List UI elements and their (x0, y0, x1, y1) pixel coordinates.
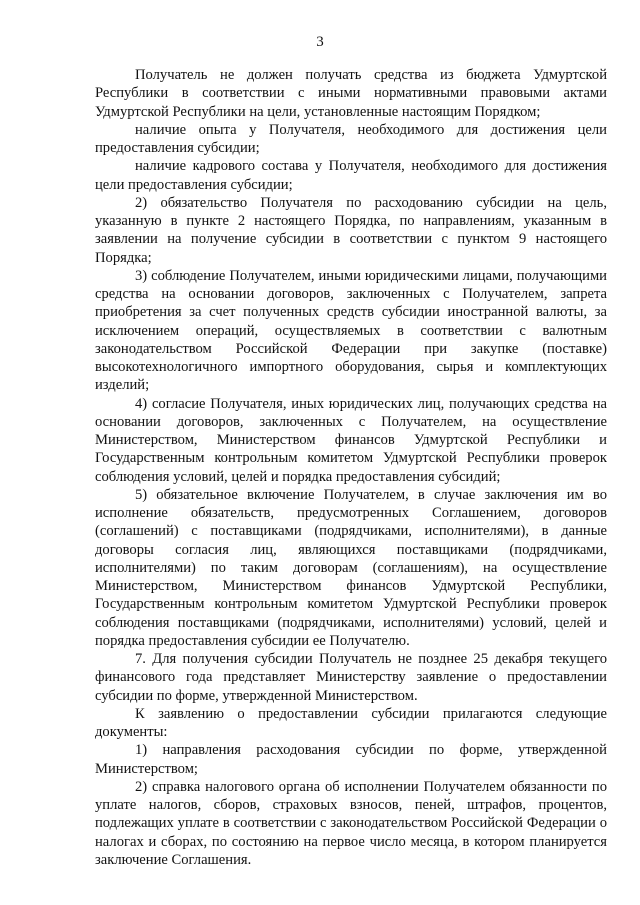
page-number: 3 (316, 34, 324, 50)
document-body (95, 66, 607, 869)
paragraph-experience-requirement: наличие опыта у Получателя, необходимого для достижения цели предоставления субсидии; (95, 121, 607, 156)
paragraph-attachment-2: 2) справка налогового органа об исполнении Получателем обязанности по уплате налогов, сборов, страховых взносов, пеней, штрафов, процентов, подлежащих уплате в соответствии с законодательством Российской Федерации о налогах и сборах, по состоянию на первое число месяца, в котором планируется заключение Соглашения. (95, 778, 607, 868)
paragraph-item-5-supplier-consent: 5) обязательное включение Получателем, в случае заключения им во исполнение обязательств, предусмотренных Соглашением, договоров (соглашений) с поставщиками (подрядчиками, исполнителями), в данные договоры согласия лиц, являющихся поставщиками (подрядчиками, исполнителями) по таким договорам (соглашениям), на осуществление Министерством, Министерством финансов Удмуртской Республики, Государственным контрольным комитетом Удмуртской Республики проверок соблюдения поставщиками (подрядчиками, исполнителями) условий, целей и порядка предоставления субсидии ее Получателю. (95, 486, 607, 649)
paragraph-item-4-consent-to-audit: 4) согласие Получателя, иных юридических лиц, получающих средства на основании договоров, заключенных с Получателем, на осуществление Министерством, Министерством финансов Удмуртской Республики и Государственным контрольным комитетом Удмуртской Республики проверок соблюдения условий, целей и порядка предоставления субсидий; (95, 395, 607, 485)
paragraph-item-3-currency-ban: 3) соблюдение Получателем, иными юридическими лицами, получающими средства на основании договоров, заключенных с Получателем, запрета приобретения за счет полученных средств субсидии иностранной валюты, за исключением операций, осуществляемых в соответствии с валютным законодательством Российской Федерации при закупке (поставке) высокотехнологичного импортного оборудования, сырья и комплектующих изделий; (95, 267, 607, 394)
paragraph-staff-requirement: наличие кадрового состава у Получателя, необходимого для достижения цели предоставления субсидии; (95, 158, 607, 193)
paragraph-attachments-intro: К заявлению о предоставлении субсидии прилагаются следующие документы: (95, 705, 607, 740)
paragraph-section-7-application: 7. Для получения субсидии Получатель не позднее 25 декабря текущего финансового года представляет Министерству заявление о предоставлении субсидии по форме, утвержденной Министерством. (95, 651, 607, 704)
paragraph-attachment-1: 1) направления расходования субсидии по форме, утвержденной Министерством; (95, 742, 607, 777)
paragraph-recipient-budget-restriction: Получатель не должен получать средства из бюджета Удмуртской Республики в соответствии с иными нормативными правовыми актами Удмуртской Республики на цели, установленные настоящим Порядком; (95, 67, 607, 120)
paragraph-item-2-obligation: 2) обязательство Получателя по расходованию субсидии на цель, указанную в пункте 2 настоящего Порядка, по направлениям, указанным в заявлении на получение субсидии в соответствии с пунктом 9 настоящего Порядка; (95, 194, 607, 266)
